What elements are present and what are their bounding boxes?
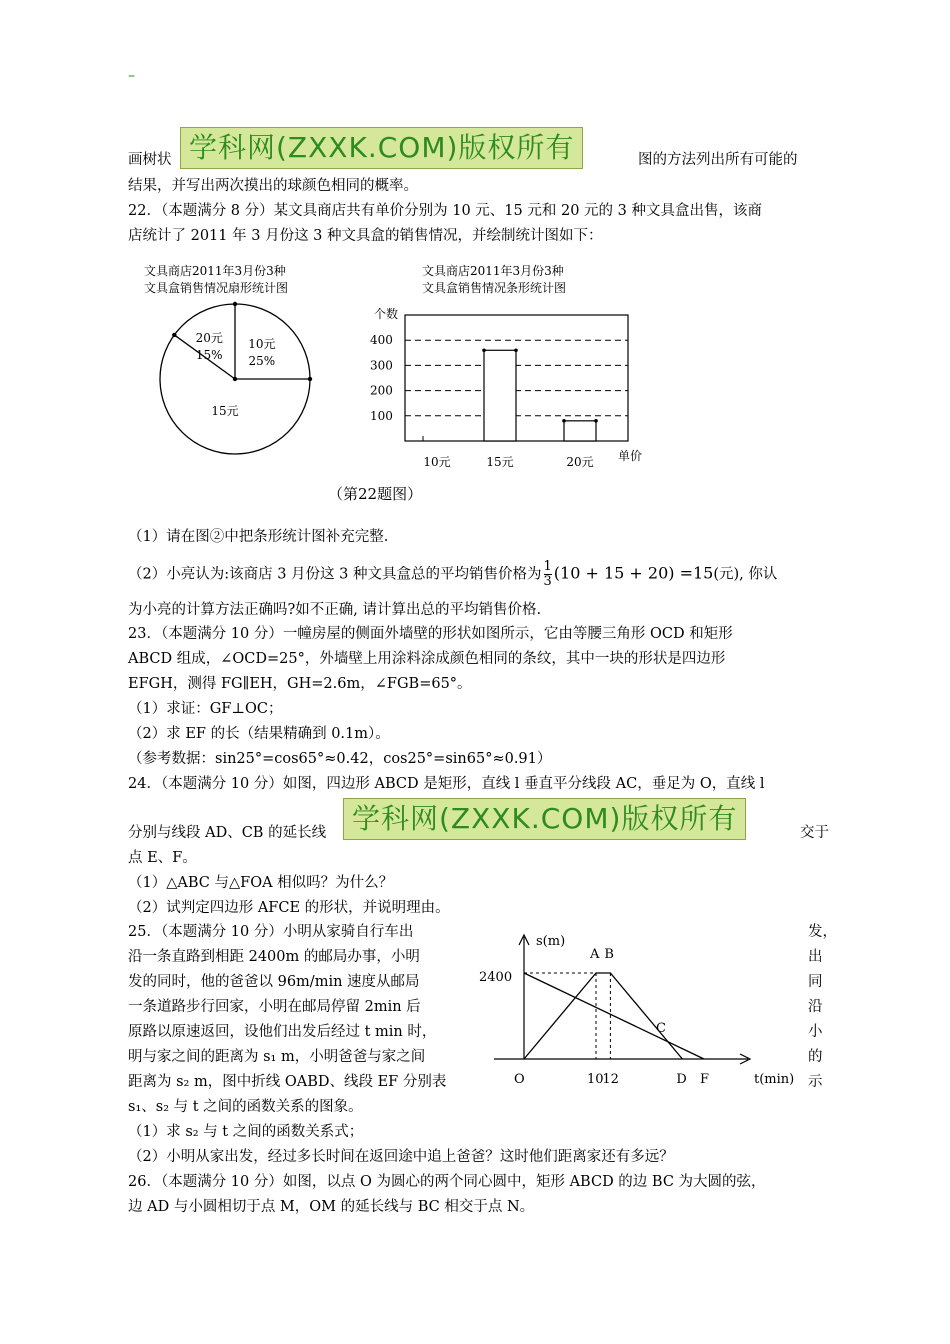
pie-radius-dot-2 (172, 333, 176, 337)
q25-right-char-5: 的 (808, 1049, 823, 1065)
q22-sub2-line2: 为小亮的计算方法正确吗?如不正确, 请计算出总的平均销售价格. (128, 602, 542, 618)
q25-left-line-1: 沿一条直路到相距 2400m 的邮局办事，小明 (128, 949, 420, 965)
q22-line1: 22．（本题满分 8 分）某文具商店共有单价分别为 10 元、15 元和 20 元的 3 种文具盒出售，该商 (128, 203, 762, 219)
q25-label-O: O (514, 1072, 525, 1087)
q25-left-line-5: 明与家之间的距离为 s₁ m，小明爸爸与家之间 (128, 1049, 426, 1065)
bar-corner-1-0 (482, 348, 486, 352)
q25-label-C: C (656, 1020, 666, 1036)
bar-title-line1: 文具商店2011年3月份3种 (422, 264, 564, 278)
q23-line4: （1）求证：GF⊥OC； (128, 701, 283, 717)
pie-center-dot (233, 377, 237, 381)
q25-left-line-7: s₁、s₂ 与 t 之间的函数关系的图象。 (128, 1099, 363, 1115)
bar-title-line2: 文具盒销售情况条形统计图 (422, 281, 567, 295)
q25-label-D: D (676, 1072, 687, 1087)
q25-label-B: B (604, 947, 614, 962)
pie-radius-dot-1 (308, 377, 312, 381)
pie-label-15: 15元 (211, 404, 239, 418)
q24-line5: （2）试判定四边形 AFCE 的形状，并说明理由。 (128, 900, 450, 916)
q24-line1: 24．（本题满分 10 分）如图，四边形 ABCD 是矩形，直线 l 垂直平分线段 AC，垂足为 O，直线 l (128, 776, 765, 792)
bar-ytick-300: 300 (370, 358, 393, 373)
q25-left-line-4: 原路以原速返回，设他们出发后经过 t min 时， (128, 1024, 437, 1040)
q21-line1-pre: 画树状 (128, 152, 172, 168)
q26-line1: 26．（本题满分 10 分）如图，以点 O 为圆心的两个同心圆中，矩形 ABCD 的边 BC 为大圆的弦， (128, 1174, 766, 1190)
bar-xlabel-15元: 15元 (486, 455, 514, 469)
bar-xaxis-title: 单价 (618, 449, 643, 463)
bar-xlabel-20元: 20元 (566, 455, 594, 469)
q25-sub1: （1）求 s₂ 与 t 之间的函数关系式； (128, 1124, 364, 1140)
q25-label-A: A (590, 947, 600, 962)
q21-line1-post: 图的方法列出所有可能的 (638, 152, 798, 168)
fraction (544, 560, 552, 589)
q25-right-char-2: 同 (808, 974, 823, 990)
q22-sub1: （1）请在图②中把条形统计图补充完整. (128, 529, 389, 545)
bar-ylabel: 个数 (374, 307, 399, 321)
pie-percent-10: 25% (248, 354, 276, 369)
q23-line1: 23．（本题满分 10 分）一幢房屋的侧面外墙壁的形状如图所示，它由等腰三角形 OCD 和矩形 (128, 626, 733, 642)
q23-line6: （参考数据：sin25°=cos65°≈0.42，cos25°=sin65°≈0.91） (128, 751, 552, 767)
q25-xtick-12: 12 (602, 1072, 619, 1087)
q25-xtick-10: 10 (587, 1072, 604, 1087)
q25-left-line-6: 距离为 s₂ m，图中折线 OABD、线段 EF 分别表 (128, 1074, 447, 1090)
q21-line2: 结果，并写出两次摸出的球颜色相同的概率。 (128, 178, 418, 194)
q25-right-char-0: 发， (808, 924, 837, 940)
bar-15元 (484, 350, 516, 441)
q25-right-char-1: 出 (808, 949, 823, 965)
q25-label-F: F (700, 1072, 710, 1087)
q25-right-char-6: 示 (808, 1074, 823, 1090)
q23-line2: ABCD 组成，∠OCD=25°，外墙壁上用涂料涂成颜色相同的条纹，其中一块的形状是四边形 (128, 651, 726, 667)
bar-20元 (564, 421, 596, 441)
header-mark: – (128, 68, 136, 84)
q25-right-char-4: 小 (808, 1024, 823, 1040)
q22-sub2-expr: (10 + 15 + 20) =15 (553, 563, 714, 583)
bar-xlabel-10元: 10元 (423, 455, 451, 469)
pie-percent-20: 15% (195, 348, 223, 363)
pie-title-line1: 文具商店2011年3月份3种 (144, 264, 286, 278)
pie-label-20: 20元 (195, 331, 223, 346)
q25-left-line-2: 发的同时，他的爸爸以 96m/min 速度从邮局 (128, 974, 420, 990)
q24-line3: 点 E、F。 (128, 850, 197, 866)
bar-ytick-200: 200 (370, 383, 393, 398)
frac-num: 1 (543, 559, 552, 574)
pie-chart (140, 260, 360, 490)
bar-ytick-400: 400 (370, 333, 393, 348)
q23-line3: EFGH，测得 FG∥EH，GH=2.6m，∠FGB=65°。 (128, 676, 472, 692)
pie-label-10: 10元 (248, 337, 276, 352)
q26-line2: 边 AD 与小圆相切于点 M，OM 的延长线与 BC 相交于点 N。 (128, 1199, 535, 1215)
q25-xlabel: t(min) (754, 1072, 795, 1087)
q25-line-OABD (524, 973, 682, 1059)
bar-corner-2-1 (594, 419, 598, 423)
q24-line2-post: 交于 (800, 825, 829, 841)
pie-radius-dot-0 (233, 302, 237, 306)
q25-graph (476, 925, 806, 1095)
pie-title-line2: 文具盒销售情况扇形统计图 (144, 281, 289, 295)
q22-sub2 (128, 560, 777, 589)
q25-line-EF (524, 973, 704, 1059)
bar-svg (360, 260, 660, 480)
q24-line2-pre: 分别与线段 AD、CB 的延长线 (128, 825, 327, 841)
bar-ytick-100: 100 (370, 408, 393, 423)
q24-line4: （1）△ABC 与△FOA 相似吗？为什么？ (128, 875, 394, 891)
q25-graph-svg (476, 925, 806, 1095)
q25-left-line-0: 25．（本题满分 10 分）小明从家骑自行车出 (128, 924, 414, 940)
q22-sub2-post: (元), 你认 (713, 566, 778, 583)
bar-chart (360, 260, 660, 480)
bar-corner-2-0 (562, 419, 566, 423)
q22-caption: （第22题图） (328, 485, 423, 503)
q25-sub2: （2）小明从家出发，经过多长时间在返回途中追上爸爸？这时他们距离家还有多远？ (128, 1149, 674, 1165)
bar-corner-1-1 (514, 348, 518, 352)
q25-ylabel: s(m) (536, 934, 566, 949)
watermark-banner: 学科网(ZXXK.COM)版权所有 (180, 127, 583, 169)
q23-line5: （2）求 EF 的长（结果精确到 0.1m）。 (128, 726, 390, 742)
q25-right-char-3: 沿 (808, 999, 823, 1015)
q25-ytick-2400: 2400 (479, 970, 513, 985)
q22-line2: 店统计了 2011 年 3 月份这 3 种文具盒的销售情况，并绘制统计图如下： (128, 228, 603, 244)
q22-sub2-pre: （2）小亮认为:该商店 3 月份这 3 种文具盒总的平均销售价格为 (128, 566, 542, 583)
q25-left-line-3: 一条道路步行回家，小明在邮局停留 2min 后 (128, 999, 421, 1015)
pie-svg (140, 260, 360, 490)
watermark-banner-2: 学科网(ZXXK.COM)版权所有 (343, 798, 746, 840)
frac-den: 3 (543, 574, 552, 589)
